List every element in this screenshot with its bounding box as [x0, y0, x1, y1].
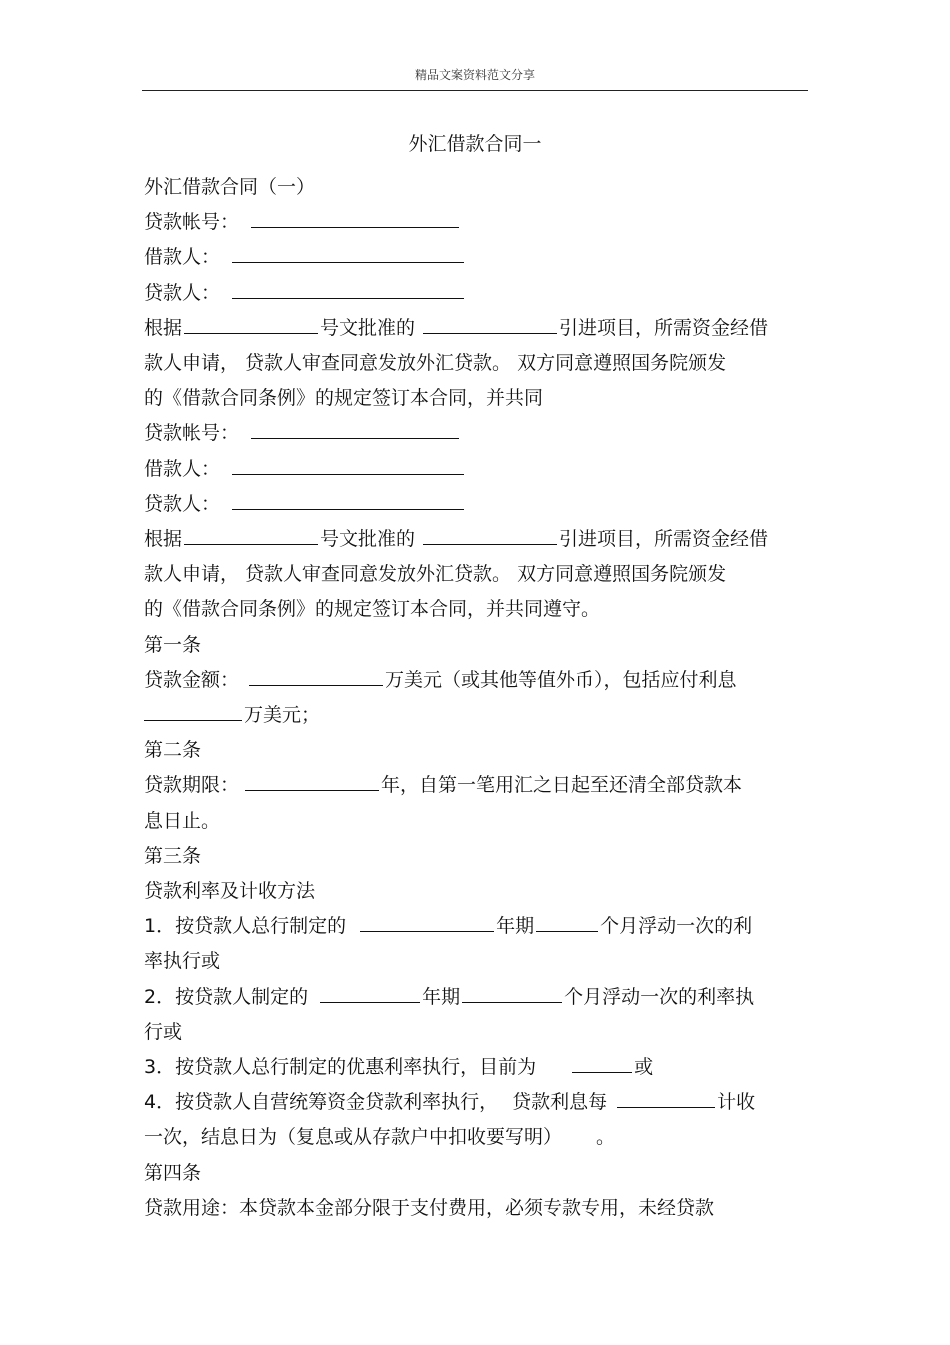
approval-text-1: 根据: [144, 528, 183, 551]
loan-amount-blank: [249, 666, 383, 686]
borrower-blank: [232, 455, 464, 475]
loan-account-row-2: [144, 416, 810, 451]
loan-purpose-line: 贷款用途：本贷款本金部分限于支付费用，必须专款专用，未经贷款: [144, 1196, 715, 1219]
document-number-blank: [184, 525, 318, 545]
borrower-label: 借款人：: [144, 457, 221, 480]
lender-row-2: [144, 487, 810, 522]
rate-option-4-cont: [144, 1120, 810, 1155]
rate-option-1-year-blank: [360, 912, 494, 932]
rate-option-1-tail: 个月浮动一次的利: [600, 915, 753, 938]
approval-text-2: 号文批准的: [320, 528, 416, 551]
article-1-heading: 第一条: [144, 633, 202, 656]
lender-label: 贷款人：: [144, 492, 221, 515]
interest-amount-line: [144, 698, 810, 733]
rate-option-2-text: 2．按贷款人制定的: [144, 985, 309, 1008]
header-divider: [142, 90, 808, 91]
settlement-period: 。: [596, 1126, 616, 1149]
rate-option-1: [144, 909, 810, 944]
approval-text-3: 引进项目，所需资金经借: [559, 316, 769, 339]
application-line: 款人申请， 贷款人审查同意发放外汇贷款。 双方同意遵照国务院颁发: [144, 352, 727, 375]
rate-option-1-text: 1．按贷款人总行制定的: [144, 915, 347, 938]
document-title: 外汇借款合同一: [408, 133, 542, 155]
rate-option-2-year: 年期: [422, 985, 461, 1008]
application-line-2: 款人申请， 贷款人审查同意发放外汇贷款。 双方同意遵照国务院颁发: [144, 563, 727, 586]
loan-term-line: [144, 768, 810, 803]
lender-blank: [232, 279, 464, 299]
borrower-label: 借款人：: [144, 246, 221, 269]
rate-option-2: [144, 980, 810, 1015]
rate-option-1-month-blank: [536, 912, 598, 932]
interest-frequency-blank: [617, 1088, 715, 1108]
rate-option-3: [144, 1050, 810, 1085]
loan-term-label: 贷款期限：: [144, 774, 240, 797]
borrower-row: [144, 240, 810, 275]
project-blank: [423, 314, 557, 334]
loan-account-blank: [251, 419, 459, 439]
preferential-rate-blank: [572, 1053, 632, 1073]
interest-amount-blank: [144, 701, 242, 721]
approval-text-3: 引进项目，所需资金经借: [559, 528, 769, 551]
loan-account-row: [144, 205, 810, 240]
borrower-row-2: [144, 452, 810, 487]
article-3-heading: 第三条: [144, 844, 202, 867]
approval-line-2: [144, 522, 810, 557]
settlement-date-text: 一次，结息日为（复息或从存款户中扣收要写明）: [144, 1126, 563, 1149]
lender-blank: [232, 490, 464, 510]
rate-option-3-text: 3．按贷款人总行制定的优惠利率执行，目前为: [144, 1056, 537, 1079]
rate-option-4-tail: 计收: [717, 1091, 756, 1114]
interest-amount-text: 万美元；: [244, 704, 321, 727]
rate-option-2-month-blank: [462, 983, 562, 1003]
loan-account-blank: [251, 208, 459, 228]
interest-method-heading: 贷款利率及计收方法: [144, 880, 316, 903]
approval-text-1: 根据: [144, 316, 183, 339]
regulation-line-2: 的《借款合同条例》的规定签订本合同，并共同遵守。: [144, 598, 601, 621]
rate-option-1-year: 年期: [496, 915, 535, 938]
loan-amount-text: 万美元（或其他等值外币），包括应付利息: [385, 668, 737, 691]
interest-frequency-label: 贷款利息每: [512, 1091, 608, 1114]
regulation-line: 的《借款合同条例》的规定签订本合同，并共同: [144, 387, 544, 410]
loan-term-text: 年，自第一笔用汇之日起至还清全部贷款本: [381, 774, 743, 797]
loan-term-blank: [245, 771, 379, 791]
loan-account-label: 贷款帐号：: [144, 211, 240, 234]
contract-subtitle: 外汇借款合同（一）: [144, 176, 316, 198]
rate-option-2-year-blank: [320, 983, 420, 1003]
approval-text-2: 号文批准的: [320, 316, 416, 339]
contract-body: [144, 170, 810, 1226]
page-header: 精品文案资料范文分享: [414, 68, 535, 82]
loan-account-label: 贷款帐号：: [144, 422, 240, 445]
lender-row: [144, 276, 810, 311]
article-2-heading: 第二条: [144, 739, 202, 762]
document-number-blank: [184, 314, 318, 334]
rate-option-4: [144, 1085, 810, 1120]
loan-amount-line: [144, 663, 810, 698]
approval-line: [144, 311, 810, 346]
rate-option-2-cont: 行或: [144, 1020, 183, 1043]
rate-option-1-cont: 率执行或: [144, 950, 221, 973]
project-blank: [423, 525, 557, 545]
rate-option-2-tail: 个月浮动一次的利率执: [564, 985, 755, 1008]
loan-amount-label: 贷款金额：: [144, 668, 240, 691]
rate-option-3-or: 或: [634, 1056, 654, 1079]
loan-term-end: 息日止。: [144, 809, 221, 832]
lender-label: 贷款人：: [144, 281, 221, 304]
rate-option-4-text: 4．按贷款人自营统筹资金贷款利率执行，: [144, 1091, 499, 1114]
article-4-heading: 第四条: [144, 1161, 202, 1184]
borrower-blank: [232, 243, 464, 263]
